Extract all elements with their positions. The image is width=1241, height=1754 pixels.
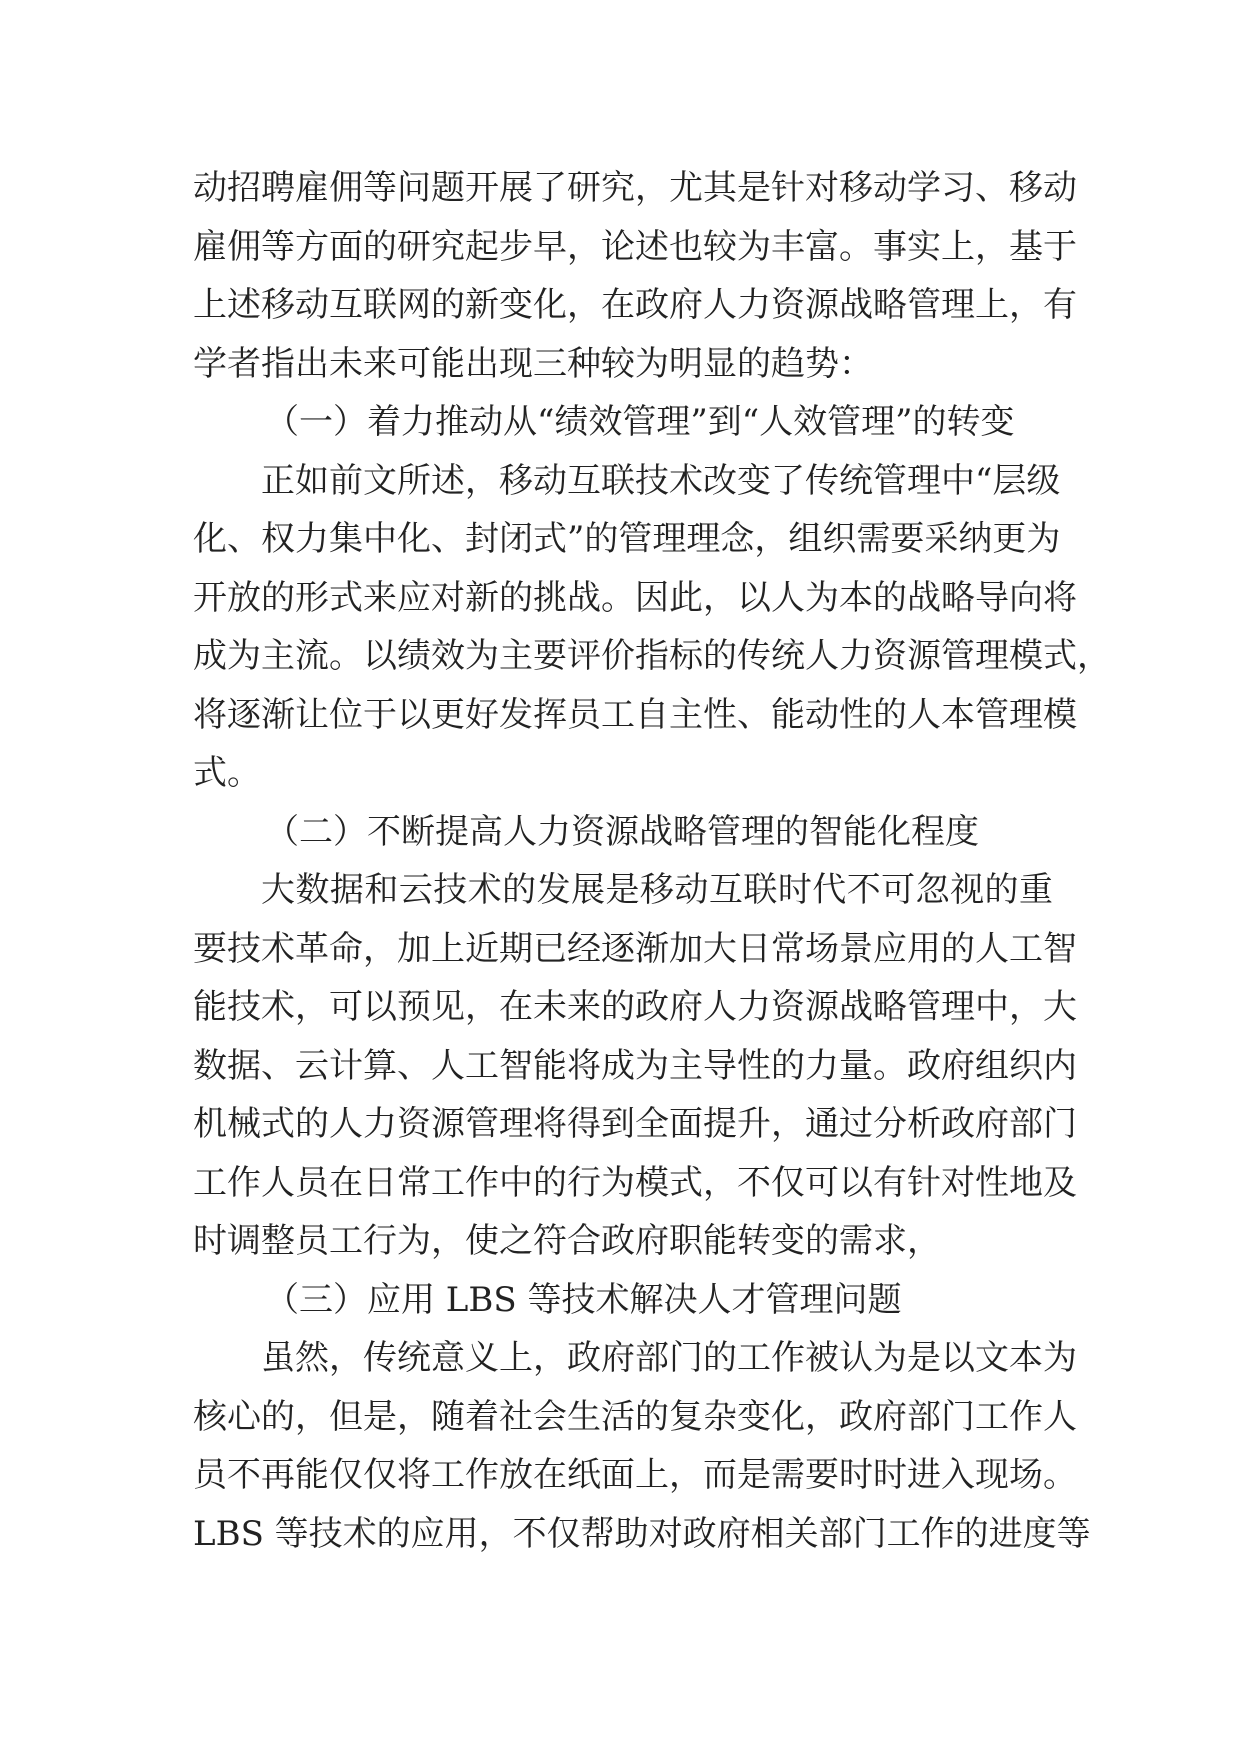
text-line: 雇佣等方面的研究起步早，论述也较为丰富。事实上，基于 (193, 226, 1077, 267)
text-line: LBS 等技术的应用，不仅帮助对政府相关部门工作的进度等 (193, 1513, 1091, 1554)
text-line: 将逐渐让位于以更好发挥员工自主性、能动性的人本管理模 (193, 694, 1077, 735)
text-line: 学者指出未来可能出现三种较为明显的趋势： (193, 343, 873, 384)
text-line: 机械式的人力资源管理将得到全面提升，通过分析政府部门 (193, 1104, 1077, 1144)
text-line: 开放的形式来应对新的挑战。因此，以人为本的战略导向将 (193, 577, 1077, 618)
text-line: 正如前文所述，移动互联技术改变了传统管理中“层级 (261, 460, 1061, 501)
text-line: 大数据和云技术的发展是移动互联时代不可忽视的重 (261, 870, 1053, 910)
text-line: 动招聘雇佣等问题开展了研究，尤其是针对移动学习、移动 (193, 168, 1077, 208)
text-line: 数据、云计算、人工智能将成为主导性的力量。政府组织内 (193, 1045, 1077, 1086)
body-text (193, 159, 1111, 1563)
text-line: 要技术革命，加上近期已经逐渐加大日常场景应用的人工智 (193, 928, 1077, 969)
text-line: 核心的，但是，随着社会生活的复杂变化，政府部门工作人 (193, 1396, 1077, 1437)
text-line: 成为主流。以绩效为主要评价指标的传统人力资源管理模式， (193, 636, 1111, 676)
text-line: 工作人员在日常工作中的行为模式，不仅可以有针对性地及 (193, 1162, 1077, 1203)
section-heading-2: （二）不断提高人力资源战略管理的智能化程度 (265, 811, 979, 852)
text-line: 化、权力集中化、封闭式”的管理理念，组织需要采纳更为 (193, 519, 1061, 559)
text-line: 式。 (193, 753, 261, 793)
text-line: 虽然，传统意义上，政府部门的工作被认为是以文本为 (261, 1338, 1077, 1378)
text-line: 时调整员工行为，使之符合政府职能转变的需求， (193, 1221, 941, 1261)
text-line: 能技术，可以预见，在未来的政府人力资源战略管理中，大 (193, 987, 1077, 1027)
text-line: 员不再能仅仅将工作放在纸面上，而是需要时时进入现场。 (193, 1455, 1077, 1495)
section-heading-3: （三）应用 LBS 等技术解决人才管理问题 (265, 1279, 902, 1320)
text-line: 上述移动互联网的新变化，在政府人力资源战略管理上，有 (193, 285, 1077, 325)
section-heading-1: （一）着力推动从“绩效管理”到“人效管理”的转变 (265, 402, 1015, 442)
